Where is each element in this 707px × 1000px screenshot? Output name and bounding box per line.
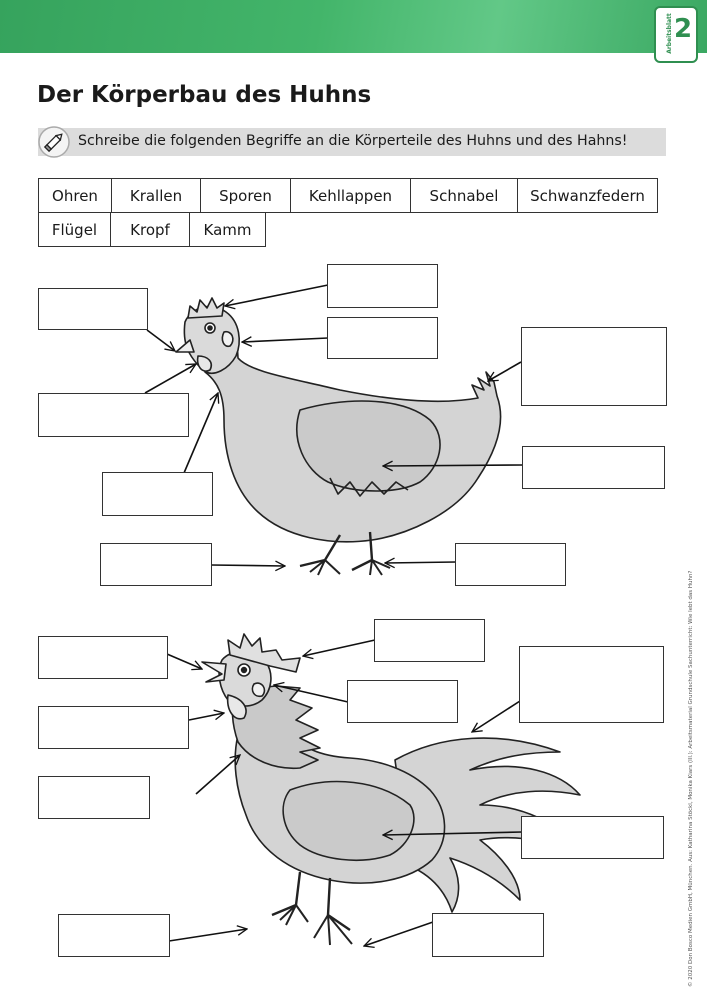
answer-box-hen-ear[interactable]	[327, 317, 438, 359]
word-kropf: Kropf	[110, 212, 190, 247]
copyright-notice: © 2020 Don Bosco Medien GmbH, München. Aus: Katharina Stöckl, Monika Kiars (Ill.): Arbeitsmaterial Grundschule Sachunterricht: Wie lebt das Huhn?	[688, 570, 694, 987]
word-schwanzfedern: Schwanzfedern	[517, 178, 658, 213]
answer-box-rooster-beak[interactable]	[38, 636, 168, 679]
word-sporen: Sporen	[200, 178, 291, 213]
worksheet-tag-label: Arbeitsblatt	[665, 13, 673, 54]
answer-box-hen-crop[interactable]	[102, 472, 213, 516]
answer-box-rooster-comb[interactable]	[374, 619, 485, 662]
word-kehllappen: Kehllappen	[290, 178, 411, 213]
worksheet-number: 2	[674, 14, 693, 44]
word-kamm: Kamm	[189, 212, 266, 247]
answer-box-rooster-claws[interactable]	[58, 914, 170, 957]
answer-box-hen-claws[interactable]	[100, 543, 212, 586]
answer-box-rooster-wing[interactable]	[521, 816, 664, 859]
answer-box-hen-wing[interactable]	[522, 446, 665, 489]
word-schnabel: Schnabel	[410, 178, 518, 213]
word-fluegel: Flügel	[38, 212, 111, 247]
answer-box-rooster-spurs[interactable]	[432, 913, 544, 957]
word-krallen: Krallen	[111, 178, 201, 213]
word-ohren: Ohren	[38, 178, 112, 213]
answer-box-hen-tail[interactable]	[521, 327, 667, 406]
answer-box-hen-spurs[interactable]	[455, 543, 566, 586]
answer-box-rooster-crop[interactable]	[38, 776, 150, 819]
answer-box-rooster-tail[interactable]	[519, 646, 664, 723]
answer-box-rooster-wattle[interactable]	[38, 706, 189, 749]
answer-box-rooster-ear[interactable]	[347, 680, 458, 723]
answer-box-hen-comb[interactable]	[327, 264, 438, 308]
page-title: Der Körperbau des Huhns	[37, 82, 372, 108]
instruction-text: Schreibe die folgenden Begriffe an die Körperteile des Huhns und des Hahns!	[78, 133, 628, 149]
answer-box-hen-beak[interactable]	[38, 288, 148, 330]
answer-box-hen-wattle[interactable]	[38, 393, 189, 437]
